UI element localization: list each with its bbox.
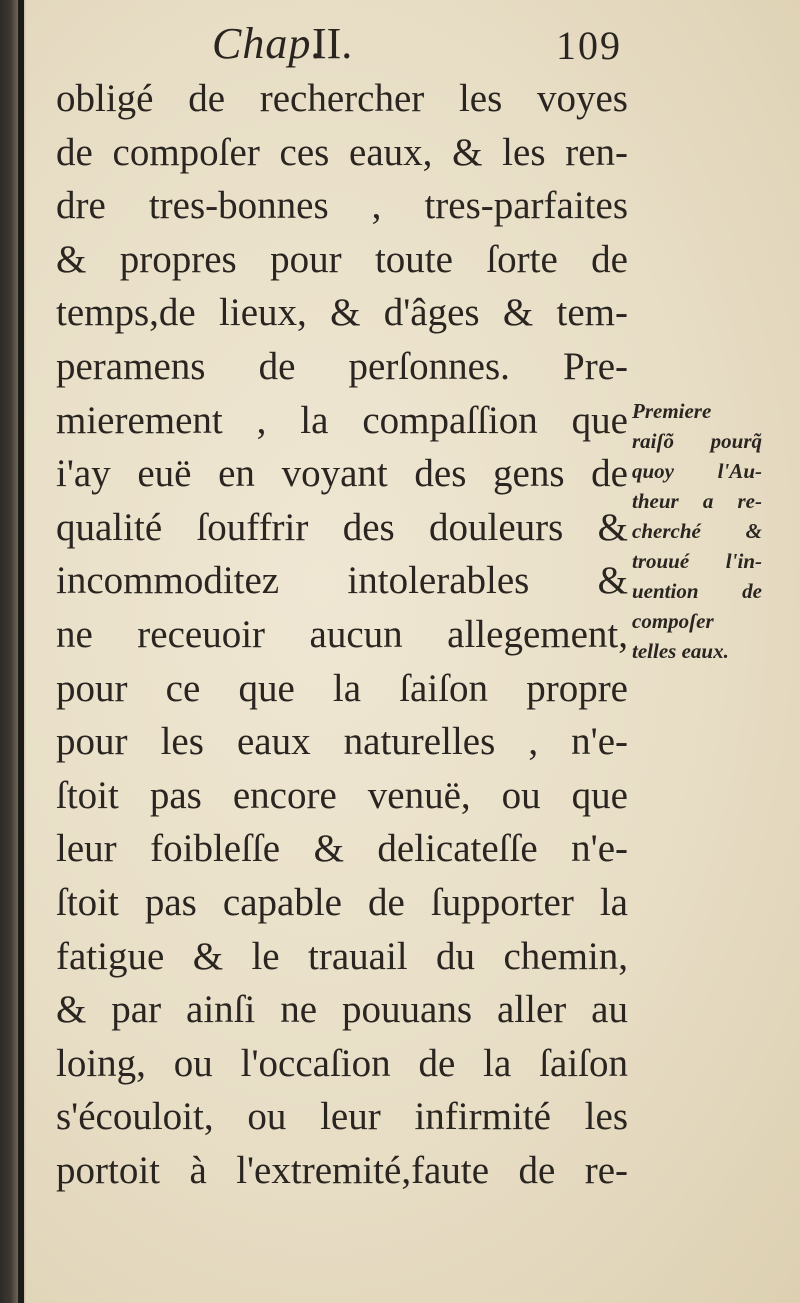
text-line: ſtoit pas encore venuë, ou que bbox=[56, 773, 628, 817]
chapter-number: II. bbox=[312, 19, 353, 68]
margin-note-line: trouué l'in- bbox=[632, 549, 762, 573]
margin-note-line: Premiere bbox=[632, 399, 712, 423]
margin-note-line: raiſõ pourq̃ bbox=[632, 429, 762, 453]
text-line: incommoditez intolerables & bbox=[56, 559, 628, 603]
text-line: portoit à l'extremité,faute de re- bbox=[56, 1148, 628, 1192]
page-number: 109 bbox=[556, 23, 622, 68]
margin-note-line: compoſer bbox=[632, 609, 714, 633]
text-line: dre tres-bonnes , tres-parfaites bbox=[56, 184, 628, 228]
margin-note-line: uention de bbox=[632, 579, 762, 603]
text-line: obligé de rechercher les voyes bbox=[56, 77, 628, 120]
text-line: peramens de perſonnes. Pre- bbox=[56, 344, 628, 388]
running-header bbox=[62, 18, 622, 78]
body-text bbox=[56, 72, 628, 1197]
text-line: temps,de lieux, & d'âges & tem- bbox=[56, 291, 628, 335]
margin-note-line: telles eaux. bbox=[632, 639, 729, 663]
text-line: pour ce que la ſaiſon propre bbox=[56, 666, 628, 710]
text-line: de compoſer ces eaux, & les ren- bbox=[56, 130, 628, 174]
text-line: ſtoit pas capable de ſupporter la bbox=[56, 880, 628, 924]
text-line: & propres pour toute ſorte de bbox=[56, 237, 628, 281]
text-line: ne receuoir aucun allegement, bbox=[56, 612, 628, 656]
margin-note-line: cherché & bbox=[632, 519, 762, 543]
text-line: pour les eaux naturelles , n'e- bbox=[56, 720, 628, 764]
text-line: qualité ſouffrir des douleurs & bbox=[56, 505, 628, 549]
chapter-label: Chap. bbox=[212, 19, 324, 68]
margin-note-line: theur a re- bbox=[632, 489, 762, 513]
text-line: loing, ou l'occaſion de la ſaiſon bbox=[56, 1041, 628, 1085]
text-line: s'écouloit, ou leur infirmité les bbox=[56, 1095, 628, 1139]
text-line: & par ainſi ne pouuans aller au bbox=[56, 988, 628, 1032]
text-line: fatigue & le trauail du chemin, bbox=[56, 934, 628, 978]
text-line: i'ay euë en voyant des gens de bbox=[56, 452, 628, 496]
text-line: leur foibleſſe & delicateſſe n'e- bbox=[56, 827, 628, 871]
margin-note-line: quoy l'Au- bbox=[632, 459, 762, 483]
margin-note bbox=[632, 396, 762, 666]
page-fold bbox=[18, 0, 24, 1303]
text-line: mierement , la compaſſion que bbox=[56, 398, 628, 442]
